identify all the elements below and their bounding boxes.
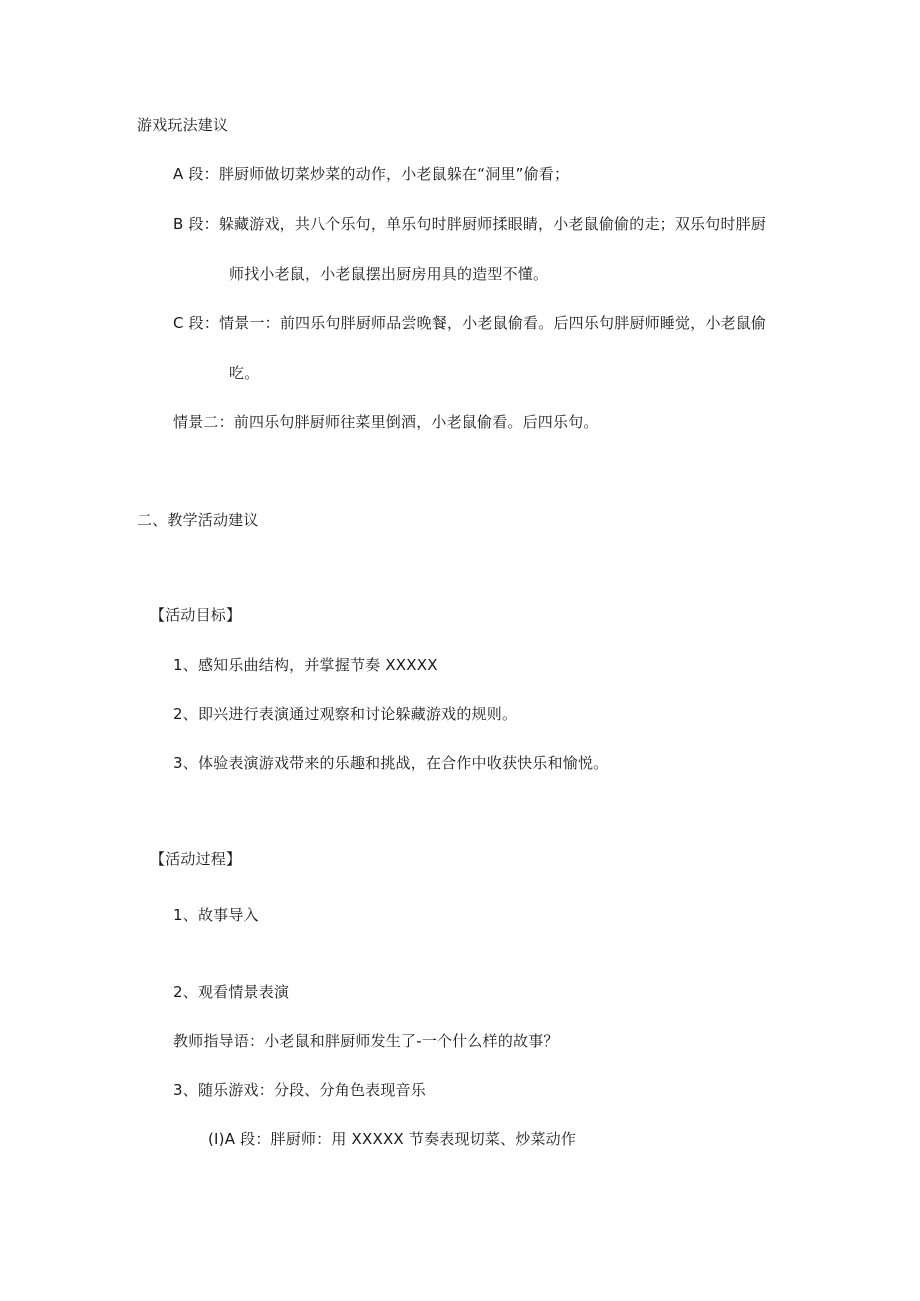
scene-two-text: 情景二：前四乐句胖厨师往菜里倒酒，小老鼠偷看。后四乐句。 [173, 413, 599, 431]
goal-item-3: 3、体验表演游戏带来的乐趣和挑战，在合作中收获快乐和愉悦。 [173, 754, 609, 772]
process-step-1: 1、故事导入 [173, 906, 259, 924]
process-heading: 【活动过程】 [150, 850, 242, 868]
c-section-text-line1: C 段：情景一：前四乐句胖厨师品尝晚餐，小老鼠偷看。后四乐句胖厨师睡觉，小老鼠偷 [173, 314, 767, 332]
game-suggestions-heading: 游戏玩法建议 [137, 116, 229, 134]
a-section-text: A 段：胖厨师做切菜炒菜的动作，小老鼠躲在“洞里”偷看； [173, 165, 570, 183]
goal-item-2: 2、即兴进行表演通过观察和讨论躲藏游戏的规则。 [173, 705, 518, 723]
process-sub-item-1: (I)A 段：胖厨师：用 XXXXX 节奏表现切菜、炒菜动作 [208, 1130, 577, 1148]
c-section-text-line2: 吃。 [229, 364, 260, 382]
b-section-text-line2: 师找小老鼠，小老鼠摆出厨房用具的造型不懂。 [229, 265, 549, 283]
goals-heading: 【活动目标】 [150, 606, 242, 624]
teaching-heading: 二、教学活动建议 [137, 511, 259, 529]
process-step-2: 2、观看情景表演 [173, 983, 290, 1001]
goal-item-1: 1、感知乐曲结构，并掌握节奏 XXXXX [173, 656, 438, 674]
teacher-guide-text: 教师指导语：小老鼠和胖厨师发生了-一个什么样的故事？ [173, 1032, 559, 1050]
b-section-text-line1: B 段：躲藏游戏，共八个乐句，单乐句时胖厨师揉眼睛，小老鼠偷偷的走；双乐句时胖厨 [173, 215, 767, 233]
process-step-3: 3、随乐游戏：分段、分角色表现音乐 [173, 1081, 426, 1099]
